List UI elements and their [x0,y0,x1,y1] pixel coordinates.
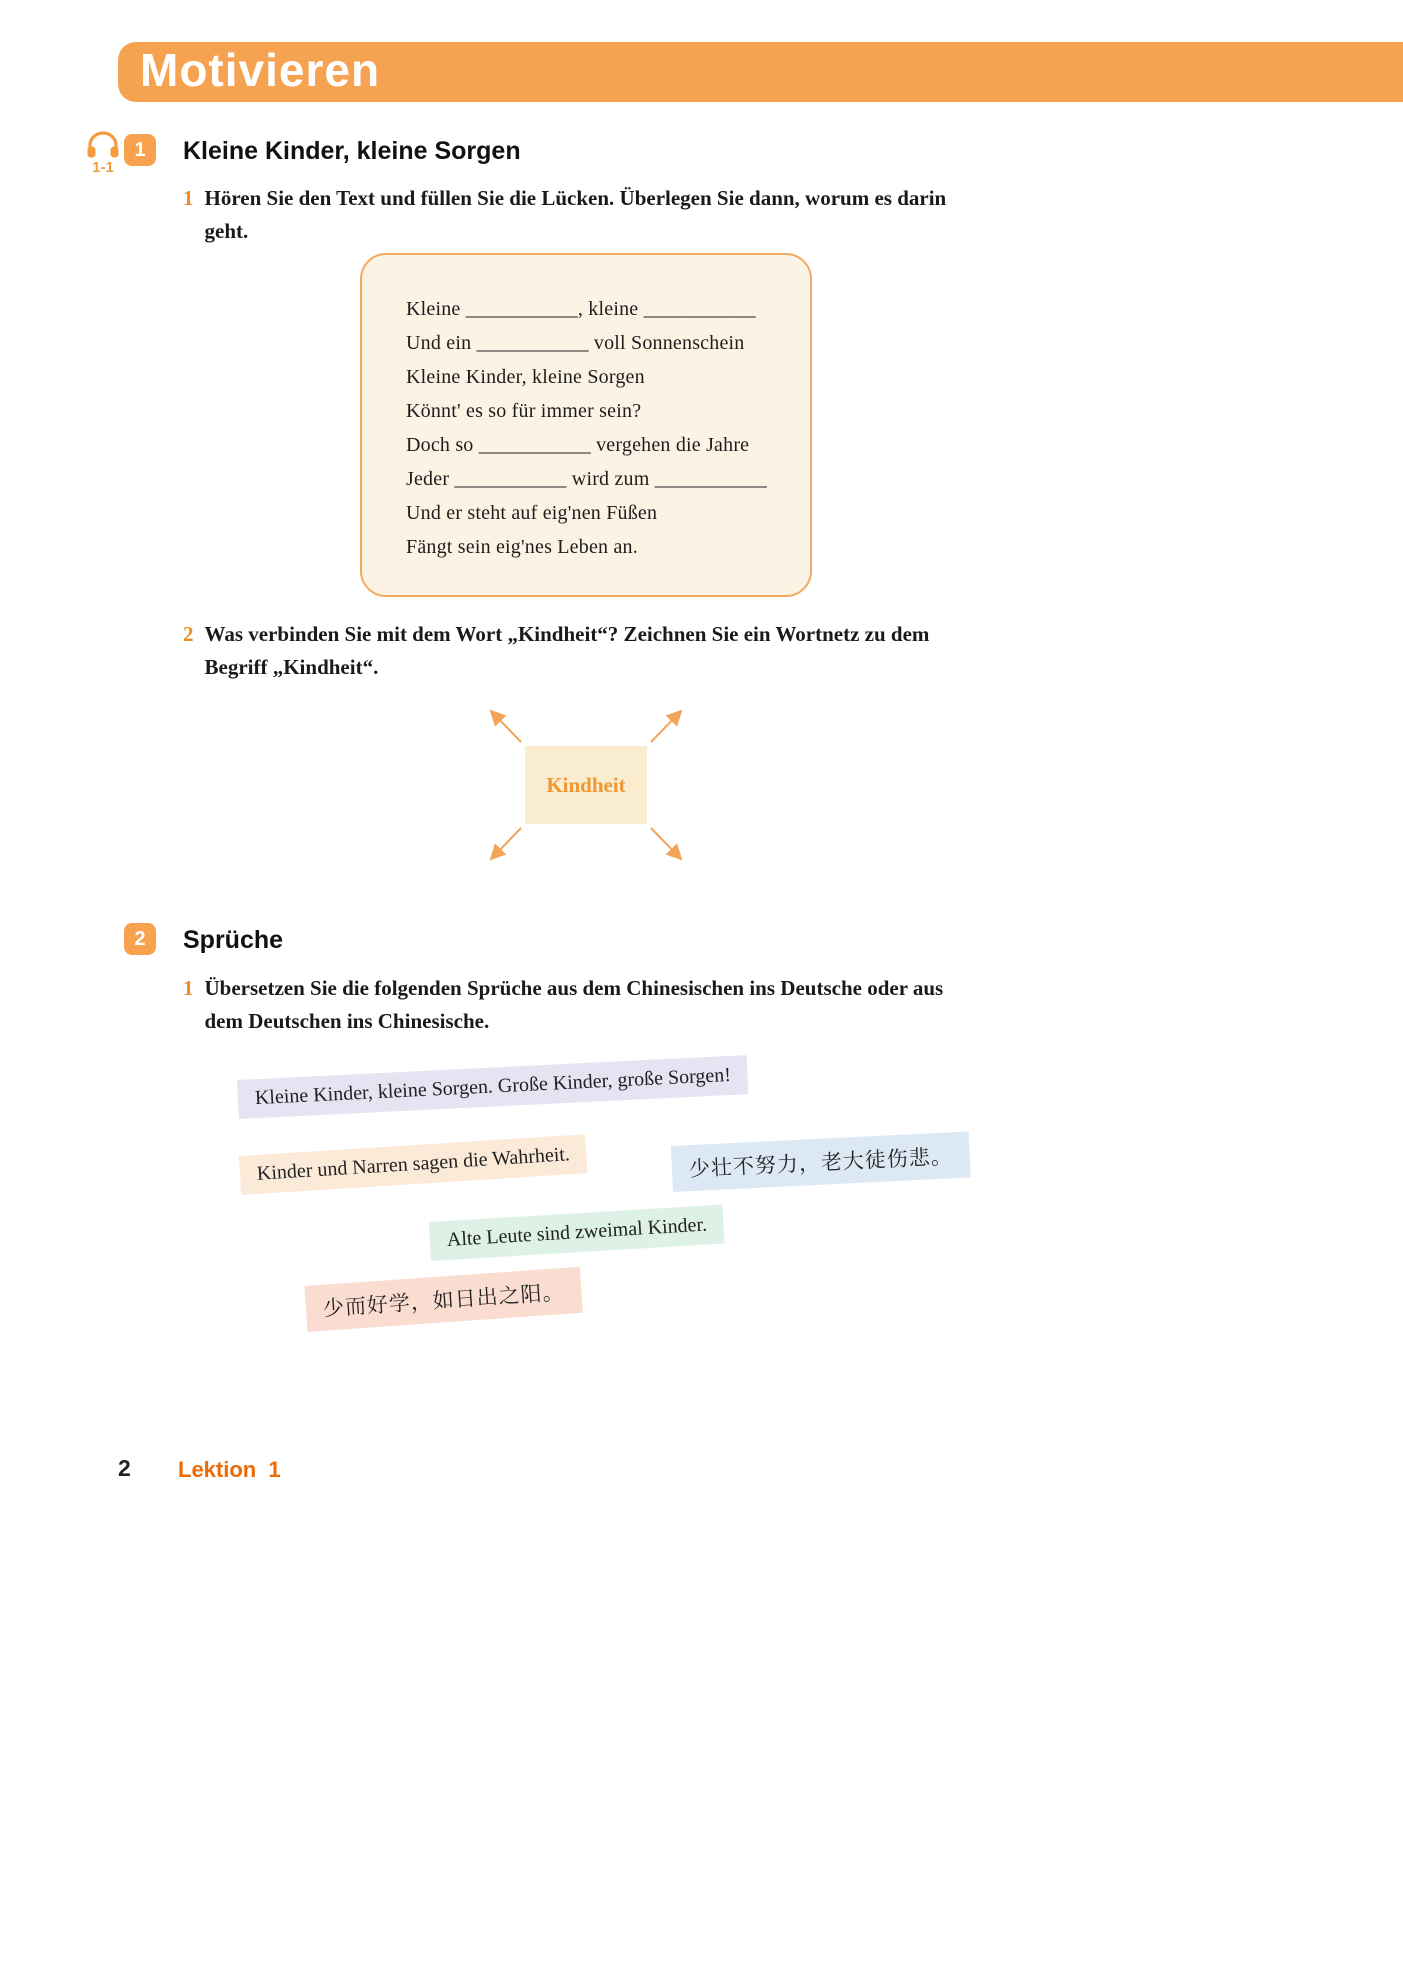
proverb-strip: 少壮不努力，老大徒伤悲。 [671,1131,971,1192]
section2-number-badge: 2 [124,923,156,955]
exercise-number: 1 [183,976,194,1000]
section1-exercise1 [183,182,965,247]
wordnet-diagram [455,698,720,878]
proverb-strip: 少而好学，如日出之阳。 [304,1267,583,1332]
section2-exercise1 [183,972,965,1037]
audio-track-group [82,130,124,176]
song-line: Kleine ___________, kleine ___________ [406,298,756,320]
song-line: Könnt' es so für immer sein? [406,400,642,422]
footer-page-number: 2 [118,1455,131,1481]
section1-exercise2 [183,618,965,683]
arrow-up-left-icon [491,711,521,742]
proverb-strip: Kleine Kinder, kleine Sorgen. Große Kinder, große Sorgen! [237,1055,749,1119]
song-line: Und ein ___________ voll Sonnenschein [406,332,745,354]
exercise-instruction: Hören Sie den Text und füllen Sie die Lücken. Überlegen Sie dann, worum es darin geht. [204,186,947,243]
song-line: Fängt sein eig'nes Leben an. [406,536,638,558]
exercise-instruction: Übersetzen Sie die folgenden Sprüche aus dem Chinesischen ins Deutsche oder aus dem Deutschen ins Chinesische. [204,976,944,1033]
footer-lesson-label: Lektion 1 [178,1457,281,1482]
song-line: Doch so ___________ vergehen die Jahre [406,434,750,456]
exercise-number: 1 [183,186,194,210]
arrow-down-right-icon [651,828,681,859]
exercise-number: 2 [183,622,194,646]
arrow-down-left-icon [491,828,521,859]
song-lyrics-box [360,253,812,597]
wordnet-center-label: Kindheit [546,772,626,797]
page-title: Motivieren [140,44,381,96]
header-bar [118,42,1403,102]
headphones-icon [85,130,121,158]
arrow-up-right-icon [651,711,681,742]
section1-number-badge: 1 [124,134,156,166]
proverb-strip: Alte Leute sind zweimal Kinder. [429,1205,725,1261]
audio-track-label: 1-1 [92,159,114,176]
section1-title: Kleine Kinder, kleine Sorgen [183,137,521,165]
wordnet-center-box [525,746,647,824]
song-line: Kleine Kinder, kleine Sorgen [406,366,645,388]
song-line: Und er steht auf eig'nen Füßen [406,502,658,524]
song-line: Jeder ___________ wird zum ___________ [406,468,767,490]
proverb-strip: Kinder und Narren sagen die Wahrheit. [239,1134,588,1195]
section2-title: Sprüche [183,926,284,954]
exercise-instruction: Was verbinden Sie mit dem Wort „Kindheit“? Zeichnen Sie ein Wortnetz zu dem Begriff „Kindheit“. [204,622,930,679]
